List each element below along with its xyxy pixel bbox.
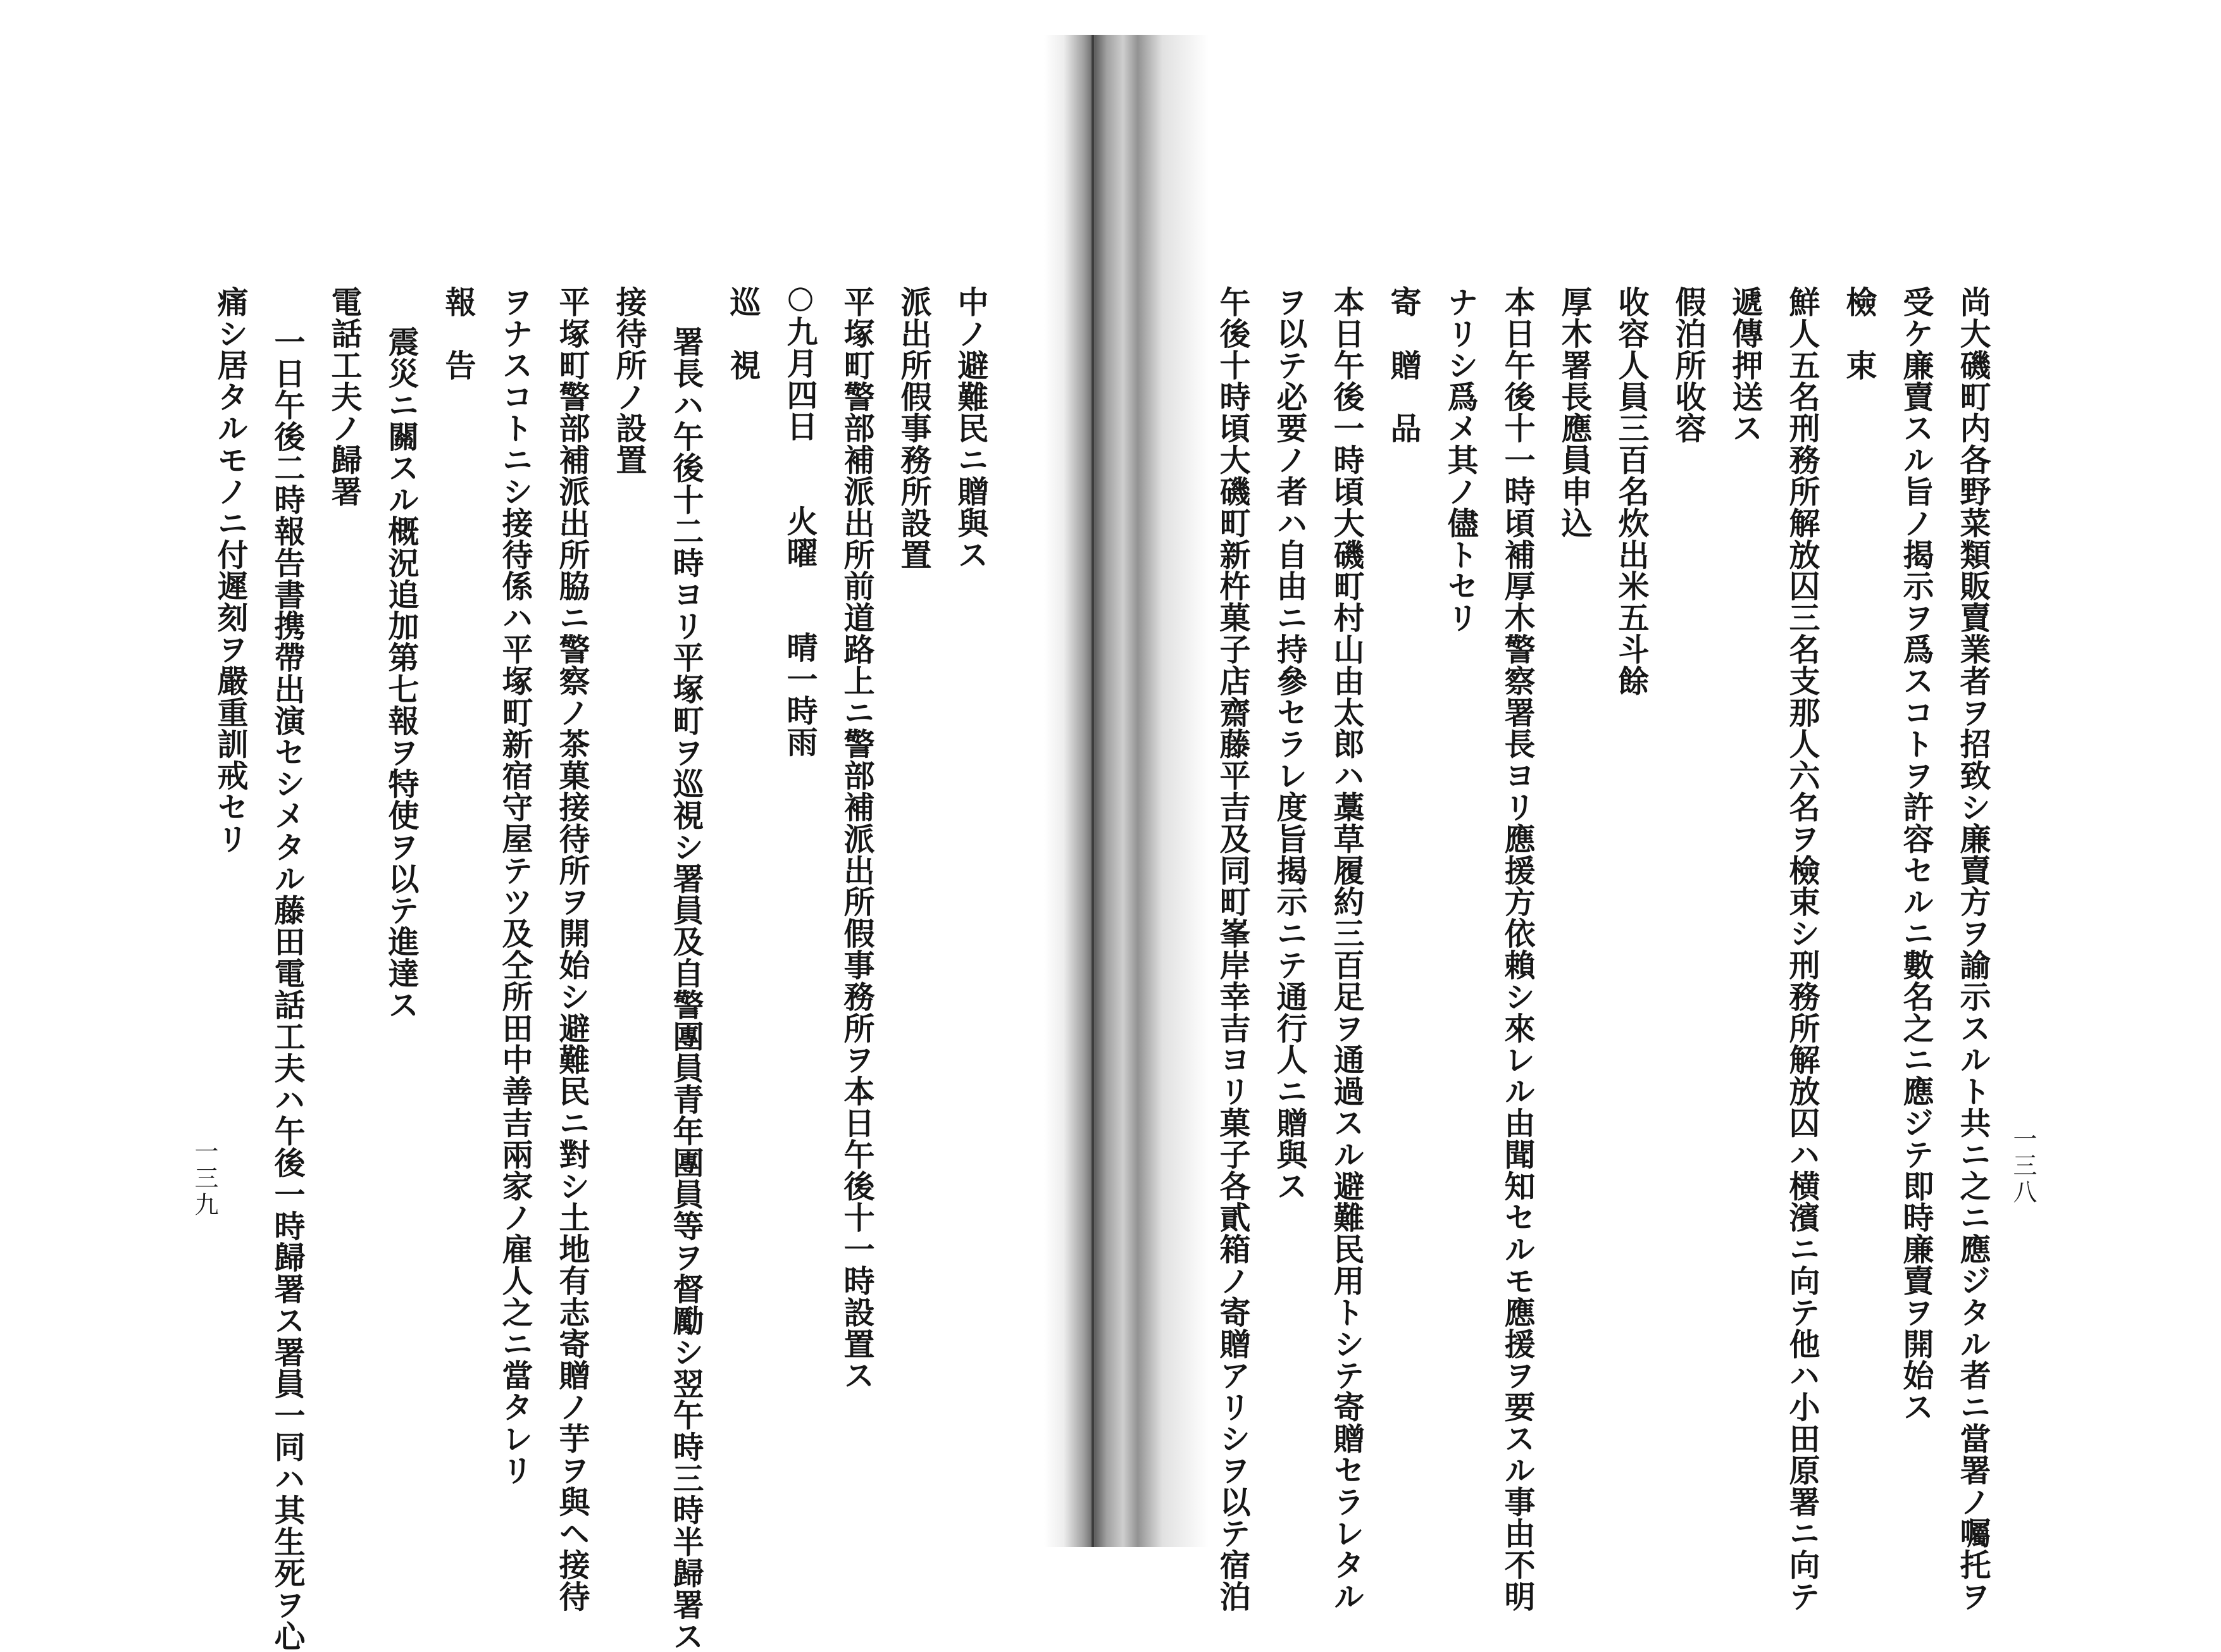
section-heading: 電話工夫ノ歸署 — [327, 286, 363, 507]
section-heading: 檢 束 — [1841, 286, 1878, 381]
text-column: 震災ニ關スル概況追加第七報ヲ特使ヲ以テ進達ス — [383, 326, 420, 1021]
section-heading: 假泊所收容 — [1670, 286, 1707, 444]
text-column: 平塚町警部補派出所脇ニ警察ノ茶菓接待所ヲ開始シ避難民ニ對シ土地有志寄贈ノ芋ヲ與ヘ接待 — [554, 286, 591, 1612]
page-number: 一三九 — [190, 1139, 218, 1219]
text-column: 一日午後二時報告書携帶出演セシメタル藤田電話工夫ハ午後一時歸署ス署員一同ハ其生死ヲ心 — [270, 326, 306, 1652]
section-heading: 厚木署長應員申込 — [1557, 286, 1593, 539]
text-column: 鮮人五名刑務所解放囚三名支那人六名ヲ檢束シ刑務所解放囚ハ横濱ニ向テ他ハ小田原署ニ向テ — [1784, 286, 1821, 1612]
section-heading: 報 告 — [440, 286, 477, 381]
text-column: 中ノ避難民ニ贈與ス — [953, 286, 990, 571]
text-column: 平塚町警部補派出所前道路上ニ警部補派出所假事務所ヲ本日午後十一時設置ス — [839, 286, 876, 1391]
text-column: 遞傳押送ス — [1727, 286, 1764, 444]
section-heading: 接待所ノ設置 — [611, 286, 648, 476]
section-heading: 寄 贈 品 — [1386, 286, 1422, 444]
text-column: ナリシ爲メ其ノ儘トセリ — [1443, 286, 1479, 633]
left-page — [0, 0, 1076, 1652]
text-column: ヲナスコトニシ接待係ハ平塚町新宿守屋テツ及仝所田中善吉兩家ノ雇人之ニ當タレリ — [497, 286, 534, 1486]
text-column: 尚大磯町内各野菜類販賣業者ヲ招致シ廉賣方ヲ諭示スルト共ニ之ニ應ジタル者ニ當署ノ囑托ヲ — [1955, 286, 1992, 1612]
text-column: 痛シ居タルモノニ付遲刻ヲ嚴重訓戒セリ — [213, 286, 249, 855]
text-column: 受ケ廉賣スル旨ノ揭示ヲ爲スコトヲ許容セルニ數名之ニ應ジテ即時廉賣ヲ開始ス — [1898, 286, 1935, 1423]
right-page — [1177, 0, 2221, 1612]
text-column: 午後十時頃大磯町新杵菓子店齋藤平吉及同町峯岸幸吉ヨリ菓子各貳箱ノ寄贈アリシヲ以テ宿泊 — [1215, 286, 1252, 1612]
text-column: 本日午後一時頃大磯町村山由太郎ハ藁草履約三百足ヲ通過スル避難民用トシテ寄贈セラレタル — [1329, 286, 1366, 1612]
binding-gutter-line — [1092, 35, 1094, 1547]
text-column: ヲ以テ必要ノ者ハ自由ニ持參セラレ度旨揭示ニテ通行人ニ贈與ス — [1272, 286, 1309, 1202]
section-heading: 派出所假事務所設置 — [896, 286, 933, 571]
text-column: 本日午後十一時頃補厚木警察署長ヨリ應援方依賴シ來レル由聞知セルモ應援ヲ要スル事由不明 — [1500, 286, 1536, 1612]
date-heading: ○九月四日 火曜 晴一時雨 — [782, 278, 819, 758]
text-column: 署長ハ午後十二時ヨリ平塚町ヲ巡視シ署員及自警團員青年團員等ヲ督勵シ翌午時三時半歸署ス — [668, 326, 705, 1652]
section-heading: 巡 視 — [725, 286, 762, 381]
text-column: 收容人員三百名炊出米五斗餘 — [1614, 286, 1650, 697]
page-number: 一三八 — [2009, 1126, 2037, 1206]
